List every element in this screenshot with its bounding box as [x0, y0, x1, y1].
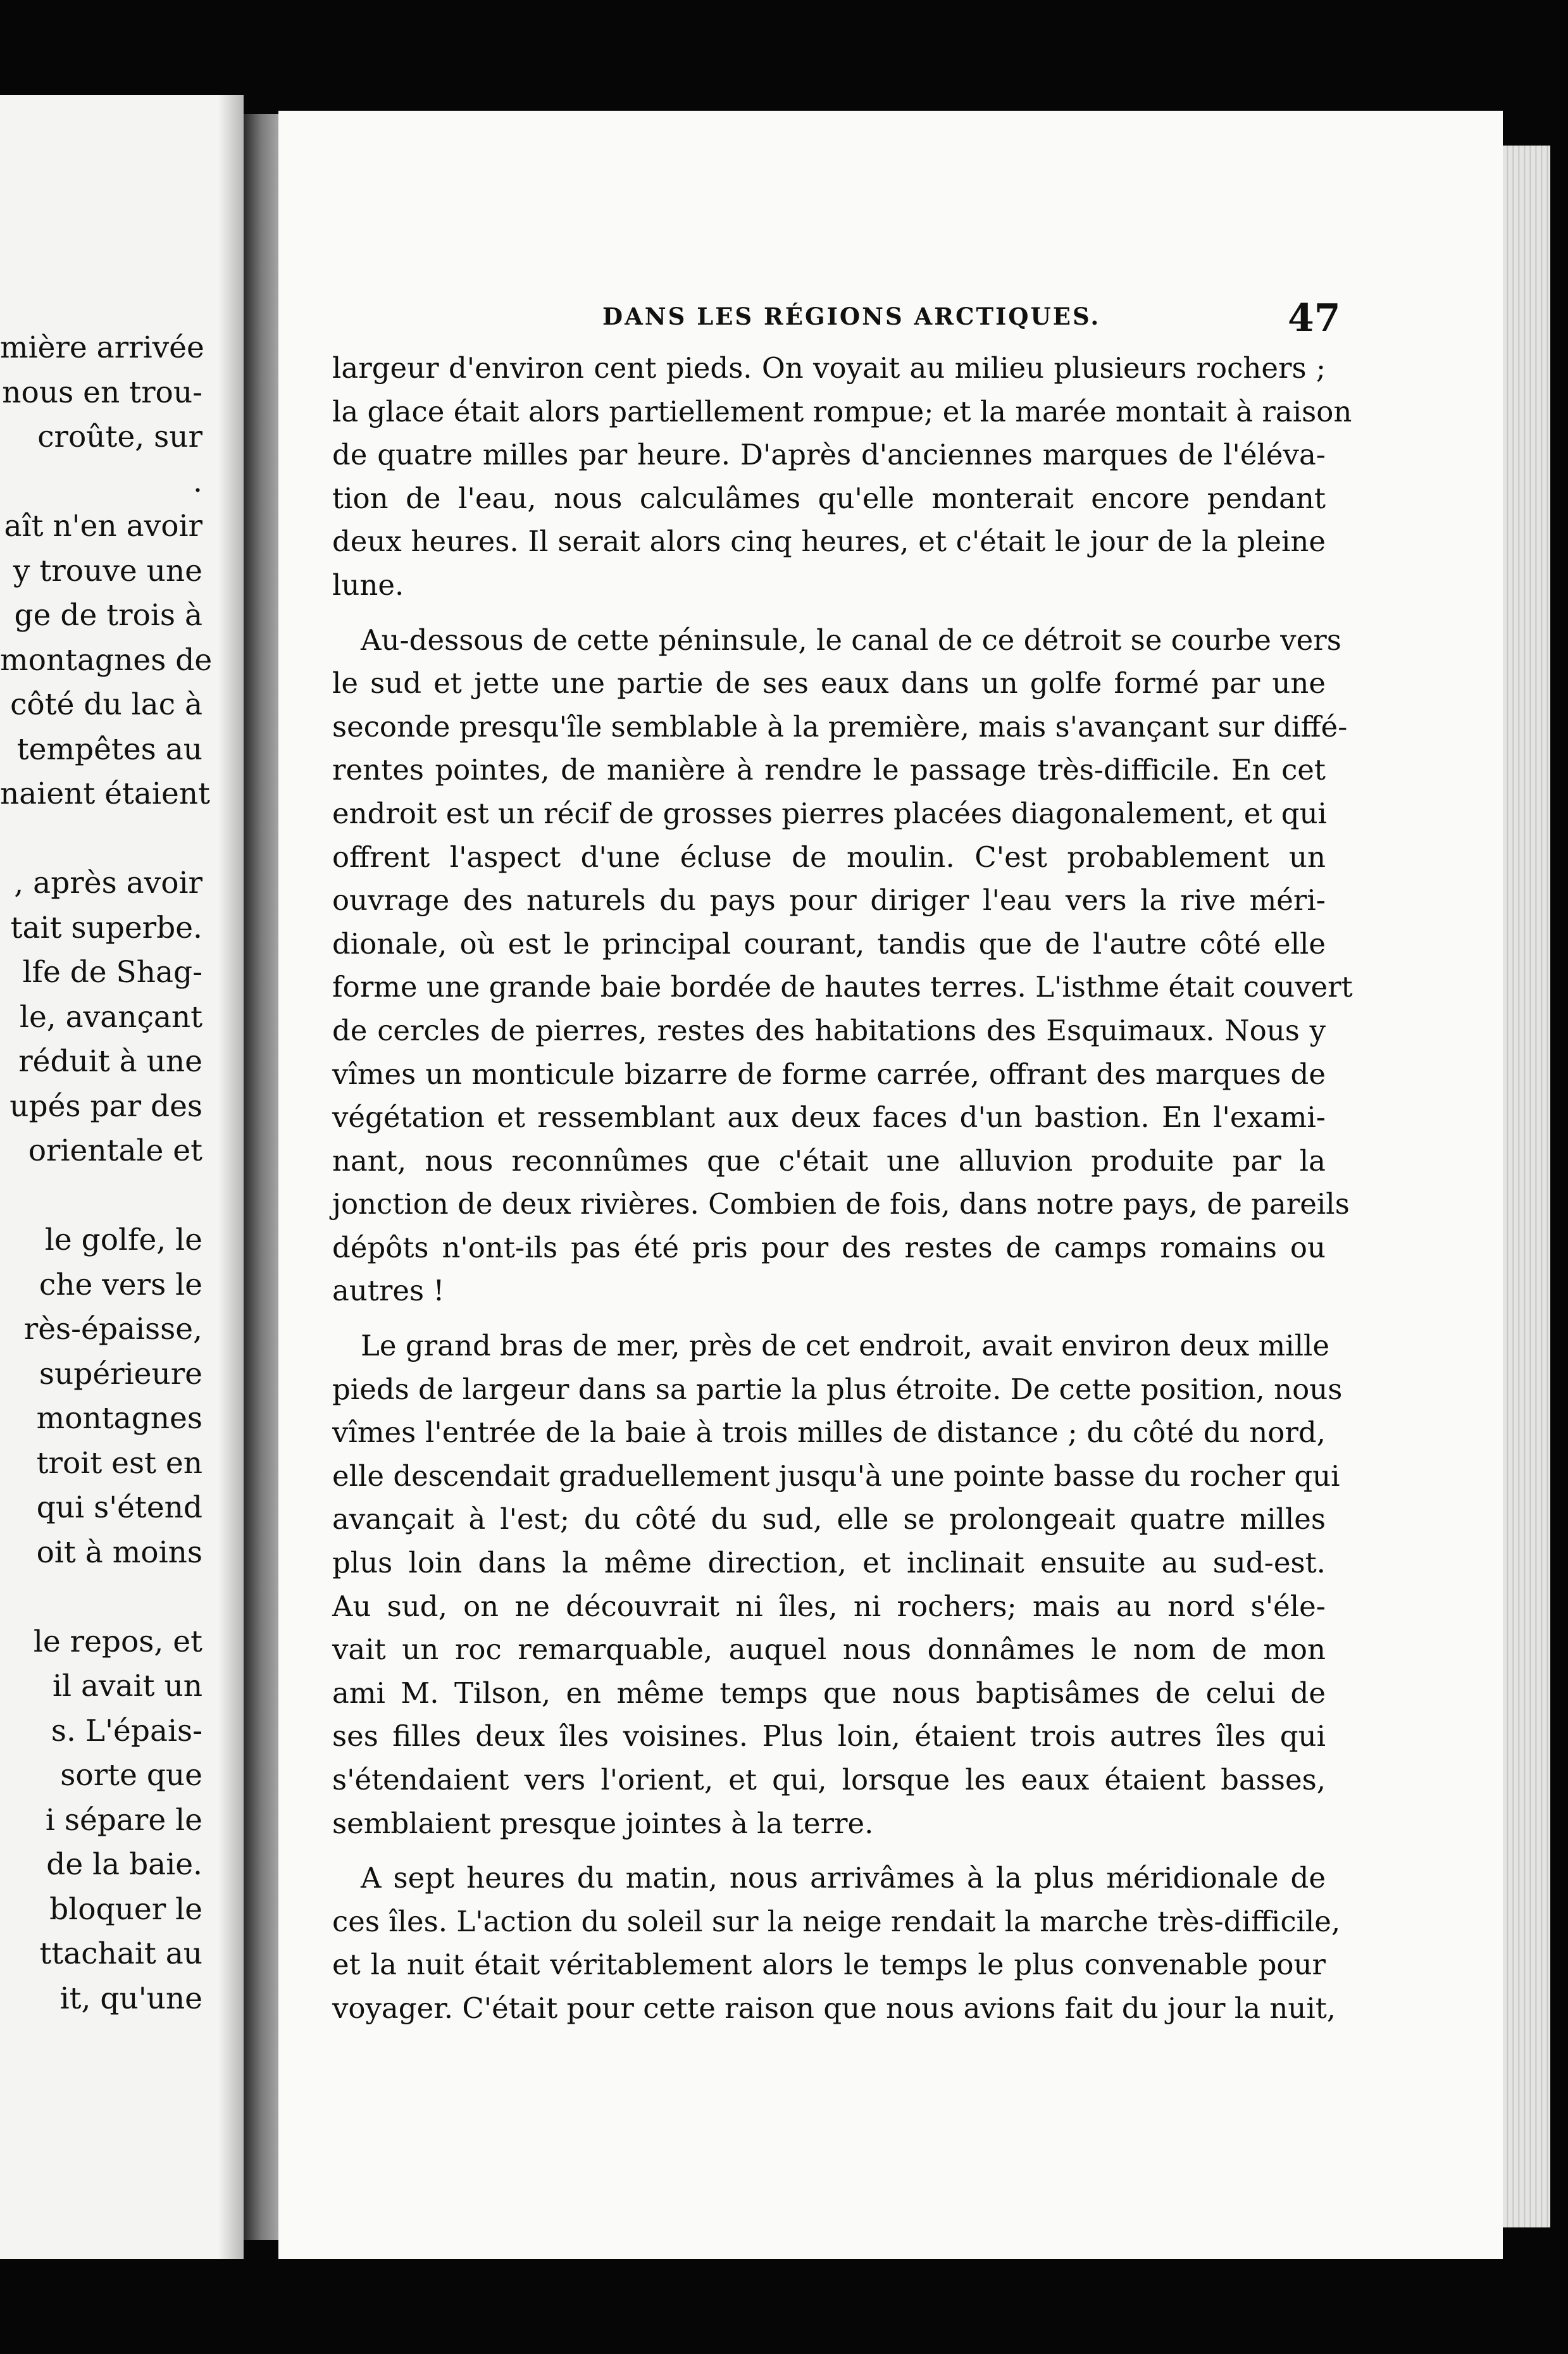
previous-page-line: mière arrivée: [0, 330, 204, 365]
text-line: vîmes l'entrée de la baie à trois milles de distance ; du côté du nord,: [332, 1416, 1326, 1450]
paragraph-gap: [332, 1845, 1326, 1857]
text-line: forme une grande baie bordée de hautes terres. L'isthme était couvert: [332, 970, 1353, 1004]
previous-page-line: tempêtes au: [16, 732, 202, 767]
text-line: Au-dessous de cette péninsule, le canal de ce détroit se courbe vers: [361, 623, 1341, 657]
text-line: elle descendait graduellement jusqu'à une pointe basse du rocher qui: [332, 1459, 1340, 1493]
previous-page-line: rès-épaisse,: [23, 1312, 202, 1347]
text-line: deux heures. Il serait alors cinq heures, et c'était le jour de la pleine: [332, 525, 1326, 559]
previous-page-line: qui s'étend: [36, 1490, 202, 1525]
previous-page-line: naient étaient: [0, 776, 210, 811]
previous-page-line: ttachait au: [39, 1936, 202, 1971]
text-line: voyager. C'était pour cette raison que nous avions fait du jour la nuit,: [332, 1991, 1336, 2025]
previous-page-line: montagnes de: [0, 642, 213, 678]
previous-page-line: , après avoir: [14, 866, 202, 900]
previous-page-line: lfe de Shag-: [22, 955, 202, 990]
text-line: dépôts n'ont-ils pas été pris pour des restes de camps romains ou: [332, 1230, 1326, 1264]
body-text: [332, 347, 1353, 2031]
text-line: seconde presqu'île semblable à la première, mais s'avançant sur diffé-: [332, 709, 1348, 744]
text-line: végétation et ressemblant aux deux faces d'un bastion. En l'exami-: [332, 1100, 1326, 1135]
previous-page-line: [0, 817, 202, 862]
text-line: vîmes un monticule bizarre de forme carrée, offrant des marques de: [332, 1057, 1326, 1091]
previous-page-line: che vers le: [39, 1267, 202, 1302]
text-line: de cercles de pierres, restes des habitations des Esquimaux. Nous y: [332, 1013, 1326, 1047]
gutter-shadow: [218, 95, 244, 2259]
previous-page-line: s. L'épais-: [51, 1713, 202, 1748]
previous-page-line: il avait un: [53, 1669, 202, 1703]
text-line: endroit est un récif de grosses pierres placées diagonalement, et qui: [332, 796, 1327, 830]
text-line: Au sud, on ne découvrait ni îles, ni rochers; mais au nord s'éle-: [332, 1589, 1326, 1623]
previous-page-line: .: [193, 464, 202, 499]
text-line: lune.: [332, 568, 404, 602]
previous-page-line: côté du lac à: [10, 687, 202, 722]
paragraph: [332, 1857, 1341, 2030]
text-line: semblaient presque jointes à la terre.: [332, 1806, 874, 1840]
text-line: A sept heures du matin, nous arrivâmes à la plus méridionale de: [361, 1861, 1326, 1895]
previous-page-line: le golfe, le: [44, 1223, 202, 1257]
text-line: Le grand bras de mer, près de cet endroit, avait environ deux mille: [361, 1329, 1329, 1363]
text-line: avançait à l'est; du côté du sud, elle se prolongeait quatre milles: [332, 1502, 1326, 1536]
running-header: DANS LES RÉGIONS ARCTIQUES.: [602, 302, 1101, 330]
previous-page-line: le repos, et: [33, 1624, 202, 1659]
page-edges: [1503, 146, 1550, 2227]
text-line: de quatre milles par heure. D'après d'anciennes marques de l'éléva-: [332, 438, 1326, 472]
text-line: ami M. Tilson, en même temps que nous baptisâmes de celui de: [332, 1676, 1326, 1710]
text-line: autres !: [332, 1274, 445, 1308]
text-line: plus loin dans la même direction, et inclinait ensuite au sud-est.: [332, 1546, 1326, 1580]
text-line: dionale, où est le principal courant, tandis que de l'autre côté elle: [332, 926, 1326, 961]
previous-page-line: sorte que: [60, 1758, 202, 1793]
text-line: la glace était alors partiellement rompue; et la marée montait à raison: [332, 394, 1352, 428]
text-line: s'étendaient vers l'orient, et qui, lorsque les eaux étaient basses,: [332, 1763, 1326, 1797]
previous-page-line: supérieure: [39, 1356, 202, 1392]
text-line: ouvrage des naturels du pays pour diriger l'eau vers la rive méri-: [332, 883, 1326, 918]
text-line: rentes pointes, de manière à rendre le passage très-difficile. En cet: [332, 753, 1326, 787]
previous-page-line: montagnes: [36, 1401, 202, 1436]
previous-page-line: tait superbe.: [10, 910, 202, 945]
previous-page-line: nous en trou-: [2, 375, 202, 410]
previous-page-line: oit à moins: [36, 1535, 202, 1570]
previous-page-line: aît n'en avoir: [4, 509, 202, 544]
previous-page-line: [0, 1174, 202, 1219]
text-line: et la nuit était véritablement alors le temps le plus convenable pour: [332, 1948, 1326, 1982]
previous-page-text: [0, 326, 213, 2021]
previous-page-line: i sépare le: [45, 1802, 202, 1838]
previous-page-line: croûte, sur: [37, 420, 202, 454]
text-line: offrent l'aspect d'une écluse de moulin. C'est probablement un: [332, 840, 1326, 874]
text-line: pieds de largeur dans sa partie la plus étroite. De cette position, nous: [332, 1372, 1343, 1406]
text-line: ces îles. L'action du soleil sur la neige rendait la marche très-difficile,: [332, 1904, 1341, 1938]
paragraph-gap: [332, 1313, 1326, 1324]
previous-page-line: ge de trois à: [14, 598, 202, 633]
text-line: le sud et jette une partie de ses eaux dans un golfe formé par une: [332, 666, 1326, 701]
previous-page-line: le, avançant: [19, 999, 202, 1035]
paragraph: [332, 1324, 1343, 1845]
text-line: nant, nous reconnûmes que c'était une alluvion produite par la: [332, 1143, 1326, 1178]
paragraph-gap: [332, 607, 1326, 619]
text-line: largeur d'environ cent pieds. On voyait au milieu plusieurs rochers ;: [332, 351, 1326, 385]
previous-page-line: it, qu'une: [59, 1981, 202, 2016]
text-line: ses filles deux îles voisines. Plus loin, étaient trois autres îles qui: [332, 1719, 1326, 1753]
previous-page-line: y trouve une: [13, 553, 202, 588]
page-number: 47: [1288, 296, 1341, 340]
paragraph: [332, 347, 1352, 607]
previous-page-line: réduit à une: [18, 1044, 202, 1079]
previous-page-line: bloquer le: [49, 1891, 202, 1927]
previous-page-line: orientale et: [28, 1133, 202, 1168]
text-line: vait un roc remarquable, auquel nous donnâmes le nom de mon: [332, 1633, 1326, 1667]
previous-page: [0, 95, 244, 2259]
text-line: jonction de deux rivières. Combien de fois, dans notre pays, de pareils: [332, 1187, 1350, 1221]
previous-page-line: upés par des: [9, 1088, 202, 1124]
text-line: tion de l'eau, nous calculâmes qu'elle monterait encore pendant: [332, 481, 1326, 515]
previous-page-line: [0, 1575, 202, 1620]
previous-page-line: de la baie.: [46, 1847, 202, 1882]
previous-page-line: troit est en: [36, 1445, 202, 1481]
paragraph: [332, 619, 1353, 1314]
